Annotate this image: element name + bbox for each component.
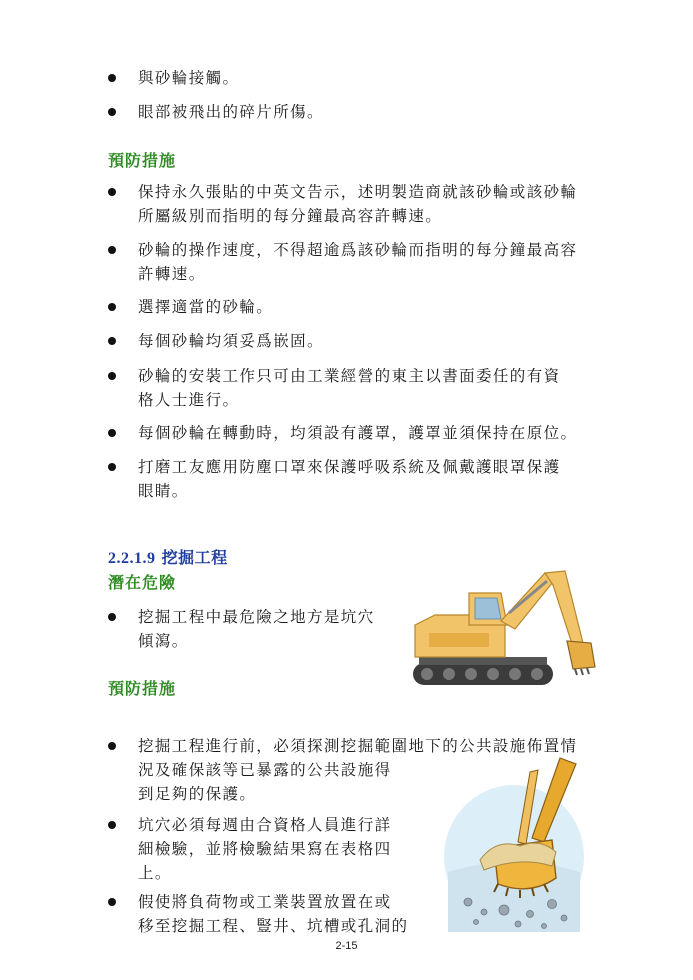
bullet-dot [108, 742, 116, 750]
bullet-text: 砂輪的操作速度，不得超逾爲該砂輪而指明的每分鐘最高容 [138, 241, 578, 259]
bullet-text: 挖掘工程進行前，必須探測挖掘範圍地下的公共設施佈置情 [138, 737, 578, 755]
excavator-illustration [405, 563, 600, 695]
bullet-text: 打磨工友應用防塵口罩來保護呼吸系統及佩戴護眼罩保護 [138, 458, 561, 476]
bullet-text: 況及確保該等已暴露的公共設施得 [138, 761, 392, 779]
bullet-text: 眼部被飛出的碎片所傷。 [138, 103, 324, 121]
bullet-dot [108, 898, 116, 906]
bullet-text: 移至挖掘工程、豎井、坑槽或孔洞的 [138, 917, 409, 935]
section-title: 挖掘工程 [161, 548, 228, 567]
bullet-text: 假使將負荷物或工業裝置放置在或 [138, 893, 392, 911]
bullet-text: 格人士進行。 [138, 391, 240, 409]
bullet-dot [108, 188, 116, 196]
bullet-text: 傾瀉。 [138, 632, 189, 650]
bullet-text: 到足夠的保護。 [138, 785, 257, 803]
section-number: 2.2.1.9 [108, 550, 156, 567]
hazard-heading: 潛在危險 [108, 573, 177, 592]
bullet-text: 細檢驗，並將檢驗結果寫在表格四 [138, 840, 392, 858]
bullet-text: 選擇適當的砂輪。 [138, 298, 274, 316]
bullet-dot [108, 463, 116, 471]
bullet-text: 許轉速。 [138, 265, 206, 283]
bullet-text: 保持永久張貼的中英文告示，述明製造商就該砂輪或該砂輪 [138, 183, 578, 201]
bullet-text: 每個砂輪在轉動時，均須設有護罩，護罩並須保持在原位。 [138, 424, 578, 442]
bullet-dot [108, 613, 116, 621]
bullet-dot [108, 74, 116, 82]
bullet-dot [108, 821, 116, 829]
bullet-text: 砂輪的安裝工作只可由工業經營的東主以書面委任的有資 [138, 367, 561, 385]
section-heading [108, 545, 228, 568]
bullet-dot [108, 372, 116, 380]
bullet-text: 眼睛。 [138, 482, 189, 500]
page-number: 2-15 [335, 940, 358, 952]
bullet-text: 與砂輪接觸。 [138, 69, 240, 87]
bullet-dot [108, 429, 116, 437]
bullet-dot [108, 303, 116, 311]
bullet-dot [108, 108, 116, 116]
bullet-text: 坑穴必須每週由合資格人員進行詳 [138, 816, 392, 834]
precautions-heading-2: 預防措施 [108, 679, 177, 698]
bullet-text: 所屬級別而指明的每分鐘最高容許轉速。 [138, 207, 443, 225]
bullet-text: 挖掘工程中最危險之地方是坑穴 [138, 608, 375, 626]
bullet-dot [108, 337, 116, 345]
bullet-dot [108, 246, 116, 254]
bullet-text: 上。 [138, 864, 172, 882]
digging-bucket-illustration [440, 752, 588, 937]
precautions-heading-1: 預防措施 [108, 151, 177, 170]
bullet-text: 每個砂輪均須妥爲嵌固。 [138, 332, 324, 350]
